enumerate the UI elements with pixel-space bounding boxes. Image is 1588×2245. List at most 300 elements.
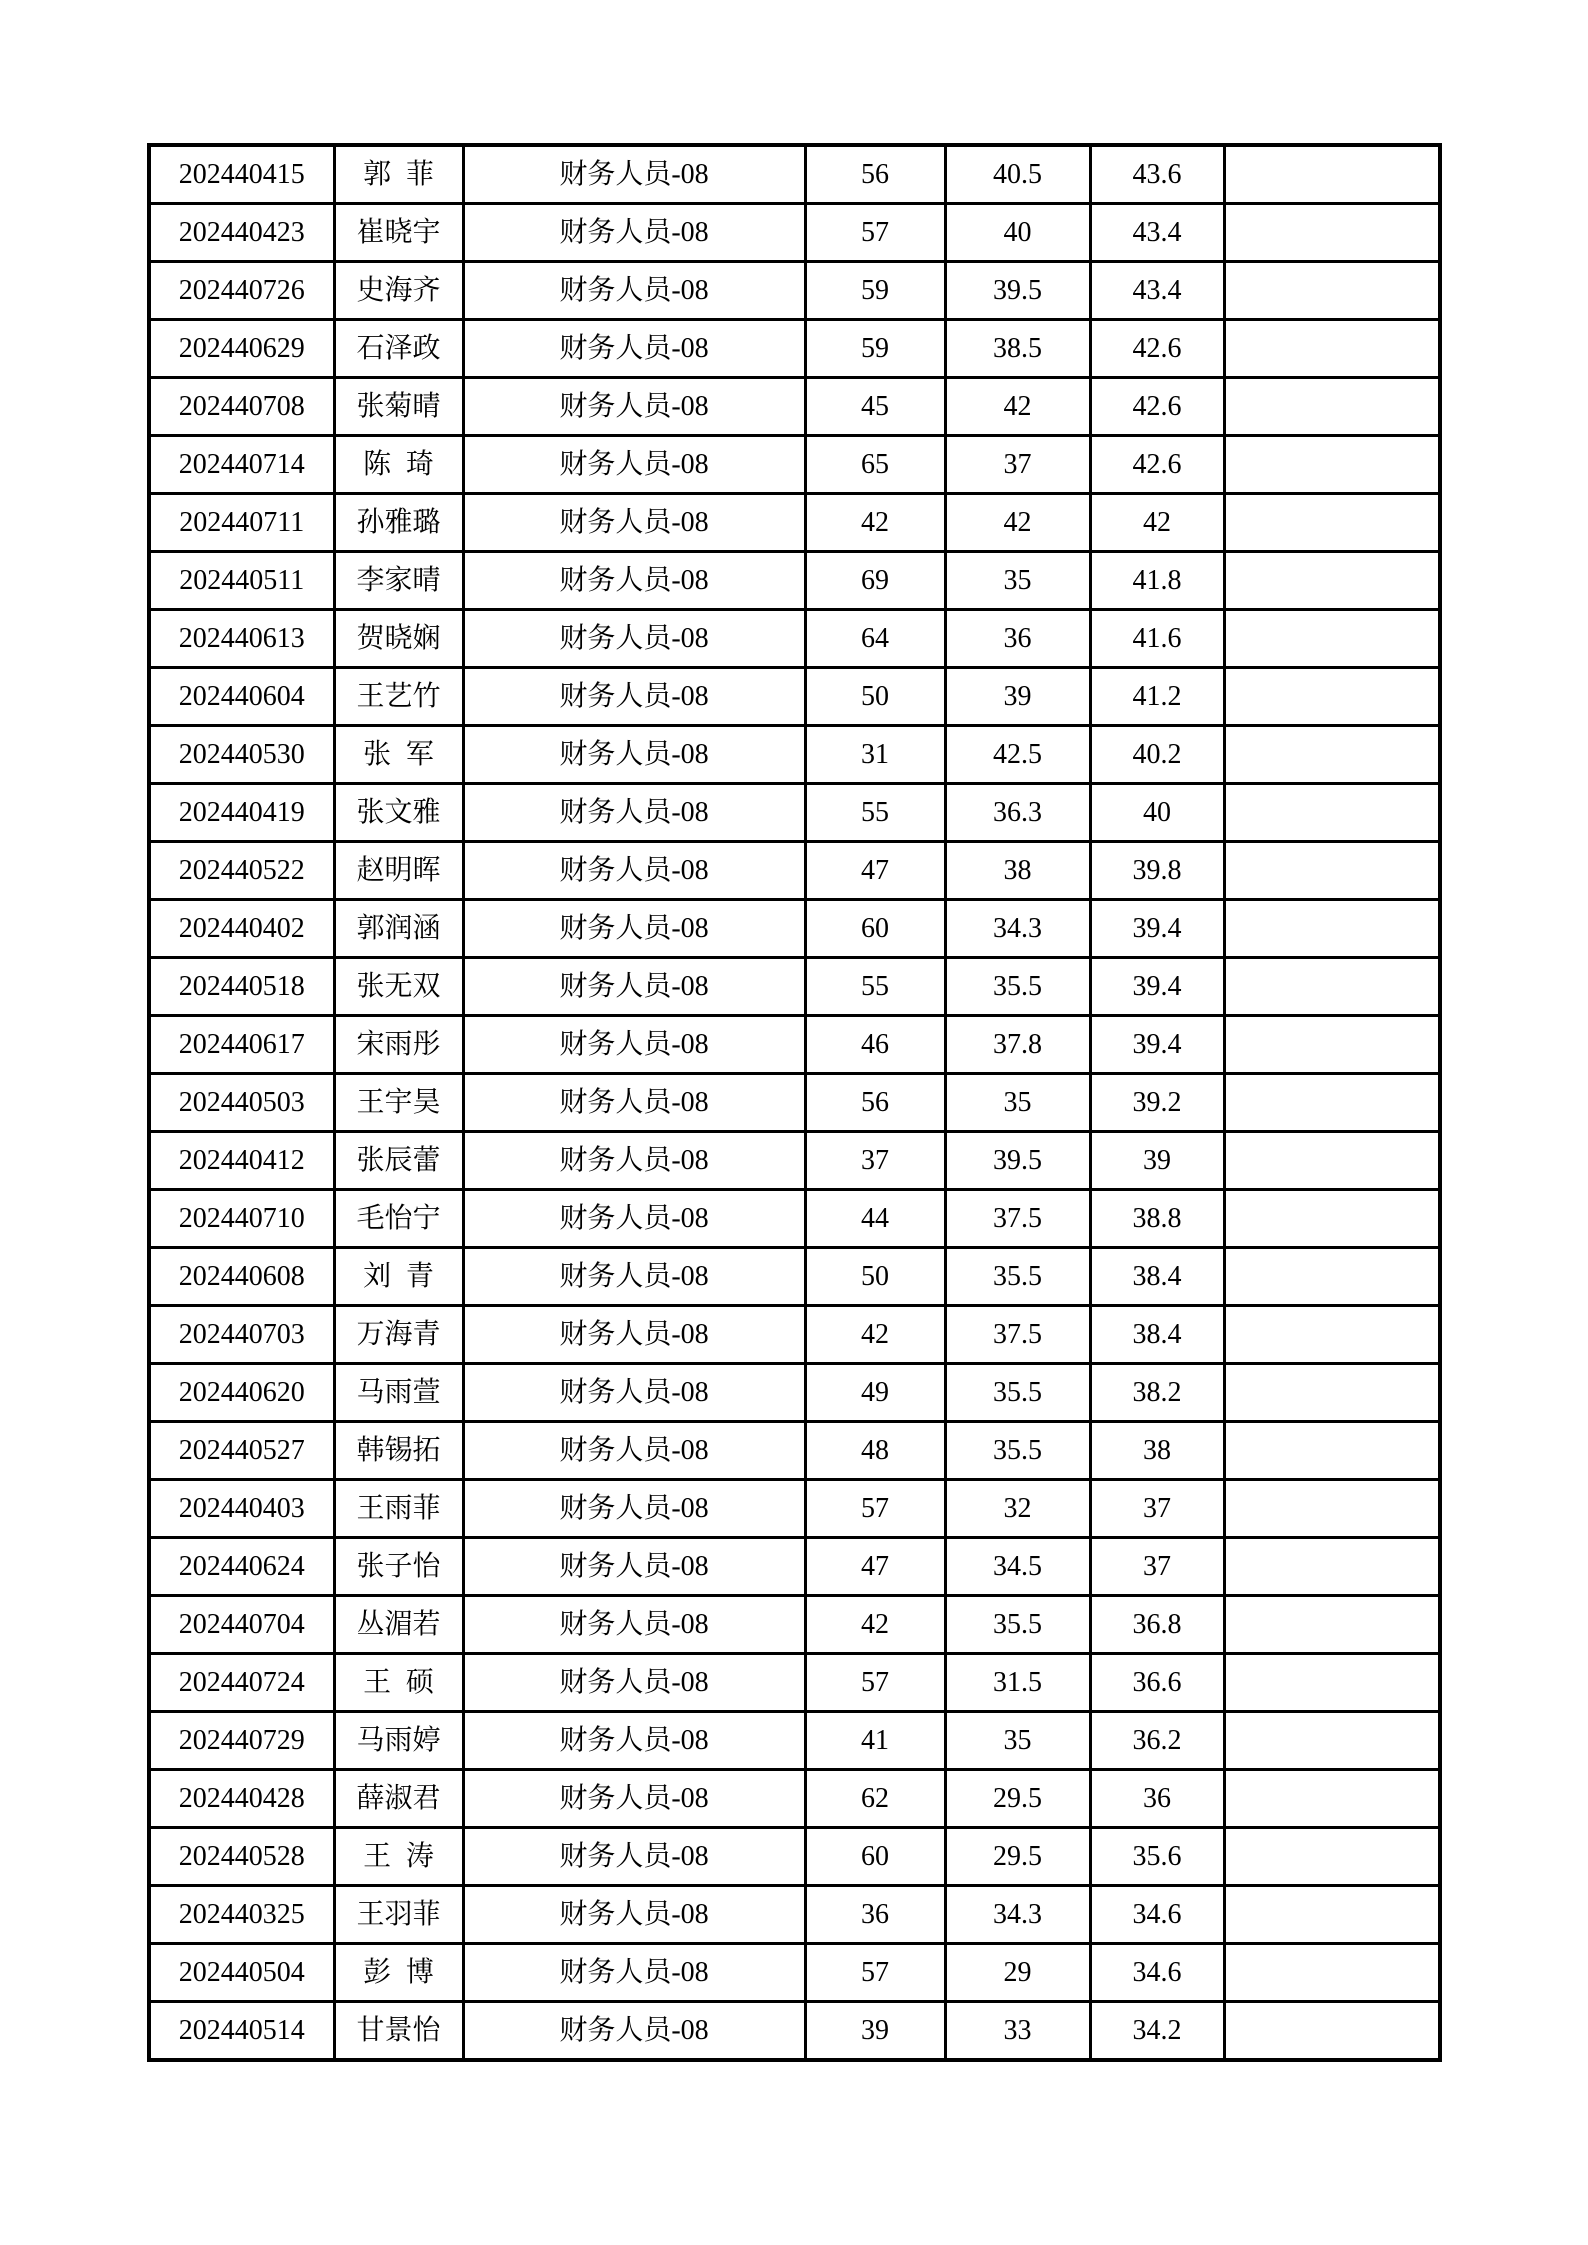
candidate-id-cell xyxy=(149,1886,334,1944)
total-score-cell-text: 37 xyxy=(1143,1492,1171,1524)
score2-cell xyxy=(945,1828,1090,1886)
total-score-cell xyxy=(1090,726,1224,784)
blank-cell xyxy=(1224,784,1440,842)
total-score-cell xyxy=(1090,1364,1224,1422)
candidate-name-cell xyxy=(334,145,463,204)
candidate-id-cell xyxy=(149,145,334,204)
score1-cell-text: 48 xyxy=(861,1434,889,1466)
position-cell xyxy=(463,900,805,958)
position-cell-text: 财务人员-08 xyxy=(559,1724,709,1756)
score1-cell xyxy=(805,378,945,436)
score-table-body xyxy=(149,145,1440,2060)
blank-cell xyxy=(1224,1538,1440,1596)
score1-cell-text: 65 xyxy=(861,448,889,480)
candidate-id-cell xyxy=(149,1596,334,1654)
score2-cell-text: 35 xyxy=(1003,564,1032,596)
total-score-cell xyxy=(1090,1074,1224,1132)
blank-cell xyxy=(1224,1074,1440,1132)
total-score-cell xyxy=(1090,610,1224,668)
total-score-cell-text: 38.4 xyxy=(1132,1318,1182,1350)
candidate-name-cell-text: 甘景怡 xyxy=(356,2014,441,2046)
position-cell xyxy=(463,1074,805,1132)
candidate-id-cell-text: 202440423 xyxy=(178,216,305,248)
candidate-name-cell-text: 陈琦 xyxy=(363,448,449,480)
score2-cell-text: 29 xyxy=(1003,1956,1032,1988)
score2-cell xyxy=(945,1016,1090,1074)
total-score-cell xyxy=(1090,1712,1224,1770)
score1-cell-text: 39 xyxy=(861,2014,889,2046)
candidate-name-cell xyxy=(334,1712,463,1770)
blank-cell xyxy=(1224,1364,1440,1422)
candidate-id-cell-text: 202440617 xyxy=(178,1028,305,1060)
candidate-id-cell xyxy=(149,1770,334,1828)
score1-cell-text: 60 xyxy=(861,912,889,944)
total-score-cell-text: 38.8 xyxy=(1132,1202,1182,1234)
candidate-name-cell-text: 李家晴 xyxy=(356,564,441,596)
candidate-id-cell xyxy=(149,1132,334,1190)
position-cell-text: 财务人员-08 xyxy=(559,1086,709,1118)
candidate-name-cell-text: 彭博 xyxy=(363,1956,449,1988)
candidate-id-cell-text: 202440708 xyxy=(178,390,305,422)
blank-cell xyxy=(1224,1248,1440,1306)
candidate-name-cell-text: 马雨萱 xyxy=(356,1376,441,1408)
score1-cell xyxy=(805,552,945,610)
table-row xyxy=(149,378,1440,436)
table-row xyxy=(149,1190,1440,1248)
candidate-id-cell xyxy=(149,552,334,610)
candidate-name-cell xyxy=(334,2002,463,2061)
candidate-name-cell-text: 崔晓宇 xyxy=(356,216,441,248)
candidate-id-cell xyxy=(149,1422,334,1480)
score2-cell xyxy=(945,1074,1090,1132)
candidate-id-cell xyxy=(149,784,334,842)
candidate-name-cell-text: 王雨菲 xyxy=(356,1492,441,1524)
blank-cell xyxy=(1224,1132,1440,1190)
score1-cell xyxy=(805,1538,945,1596)
total-score-cell xyxy=(1090,320,1224,378)
total-score-cell-text: 41.6 xyxy=(1132,622,1182,654)
score2-cell-text: 33 xyxy=(1003,2014,1032,2046)
position-cell xyxy=(463,436,805,494)
table-row xyxy=(149,1770,1440,1828)
score1-cell xyxy=(805,436,945,494)
candidate-id-cell-text: 202440503 xyxy=(178,1086,305,1118)
position-cell xyxy=(463,204,805,262)
table-row xyxy=(149,610,1440,668)
candidate-id-cell xyxy=(149,1190,334,1248)
score2-cell xyxy=(945,1712,1090,1770)
candidate-id-cell-text: 202440604 xyxy=(178,680,305,712)
candidate-name-cell xyxy=(334,958,463,1016)
candidate-name-cell xyxy=(334,726,463,784)
score2-cell xyxy=(945,2002,1090,2061)
score1-cell-text: 31 xyxy=(861,738,889,770)
score2-cell xyxy=(945,1422,1090,1480)
blank-cell xyxy=(1224,145,1440,204)
position-cell-text: 财务人员-08 xyxy=(559,158,709,190)
candidate-name-cell xyxy=(334,1480,463,1538)
score1-cell-text: 44 xyxy=(861,1202,889,1234)
position-cell-text: 财务人员-08 xyxy=(559,622,709,654)
position-cell xyxy=(463,1248,805,1306)
candidate-name-cell-text: 郭菲 xyxy=(363,158,449,190)
table-row xyxy=(149,784,1440,842)
score1-cell-text: 57 xyxy=(861,1666,889,1698)
score2-cell xyxy=(945,1770,1090,1828)
blank-cell xyxy=(1224,1016,1440,1074)
candidate-name-cell-text: 宋雨彤 xyxy=(356,1028,441,1060)
candidate-name-cell xyxy=(334,262,463,320)
table-row xyxy=(149,436,1440,494)
score2-cell-text: 42.5 xyxy=(993,738,1042,770)
position-cell xyxy=(463,262,805,320)
candidate-id-cell-text: 202440511 xyxy=(179,564,305,596)
score1-cell xyxy=(805,1712,945,1770)
score1-cell xyxy=(805,1596,945,1654)
position-cell xyxy=(463,842,805,900)
score2-cell xyxy=(945,784,1090,842)
table-row xyxy=(149,958,1440,1016)
total-score-cell-text: 40.2 xyxy=(1132,738,1182,770)
total-score-cell-text: 39 xyxy=(1143,1144,1171,1176)
position-cell xyxy=(463,958,805,1016)
score2-cell-text: 35.5 xyxy=(993,1376,1042,1408)
score2-cell xyxy=(945,1944,1090,2002)
total-score-cell-text: 36.6 xyxy=(1132,1666,1182,1698)
score1-cell-text: 42 xyxy=(861,1608,889,1640)
table-row xyxy=(149,204,1440,262)
total-score-cell-text: 39.4 xyxy=(1132,912,1182,944)
candidate-name-cell-text: 张菊晴 xyxy=(356,390,441,422)
score1-cell xyxy=(805,1828,945,1886)
score1-cell-text: 62 xyxy=(861,1782,889,1814)
candidate-name-cell-text: 张辰蕾 xyxy=(356,1144,441,1176)
candidate-id-cell-text: 202440624 xyxy=(178,1550,305,1582)
position-cell-text: 财务人员-08 xyxy=(559,332,709,364)
total-score-cell-text: 38.2 xyxy=(1132,1376,1182,1408)
total-score-cell-text: 38.4 xyxy=(1132,1260,1182,1292)
candidate-name-cell-text: 韩锡拓 xyxy=(356,1434,441,1466)
score1-cell-text: 57 xyxy=(861,216,889,248)
position-cell-text: 财务人员-08 xyxy=(559,912,709,944)
total-score-cell xyxy=(1090,436,1224,494)
score2-cell-text: 35.5 xyxy=(993,970,1042,1002)
total-score-cell-text: 43.4 xyxy=(1132,274,1182,306)
score2-cell xyxy=(945,204,1090,262)
candidate-name-cell-text: 贺晓娴 xyxy=(356,622,441,654)
total-score-cell-text: 41.8 xyxy=(1132,564,1182,596)
candidate-name-cell xyxy=(334,784,463,842)
position-cell xyxy=(463,494,805,552)
table-row xyxy=(149,1016,1440,1074)
candidate-id-cell-text: 202440527 xyxy=(178,1434,305,1466)
candidate-id-cell xyxy=(149,2002,334,2061)
candidate-id-cell-text: 202440704 xyxy=(178,1608,305,1640)
table-row xyxy=(149,900,1440,958)
candidate-name-cell xyxy=(334,436,463,494)
candidate-id-cell-text: 202440528 xyxy=(178,1840,305,1872)
position-cell xyxy=(463,320,805,378)
candidate-id-cell-text: 202440530 xyxy=(178,738,305,770)
candidate-id-cell xyxy=(149,1480,334,1538)
score1-cell xyxy=(805,145,945,204)
score1-cell-text: 49 xyxy=(861,1376,889,1408)
position-cell xyxy=(463,1364,805,1422)
total-score-cell xyxy=(1090,378,1224,436)
score1-cell-text: 37 xyxy=(861,1144,889,1176)
position-cell xyxy=(463,1016,805,1074)
position-cell-text: 财务人员-08 xyxy=(559,1898,709,1930)
blank-cell xyxy=(1224,900,1440,958)
position-cell-text: 财务人员-08 xyxy=(559,1492,709,1524)
total-score-cell-text: 39.2 xyxy=(1132,1086,1182,1118)
total-score-cell-text: 39.4 xyxy=(1132,1028,1182,1060)
position-cell-text: 财务人员-08 xyxy=(559,1550,709,1582)
candidate-name-cell-text: 郭润涵 xyxy=(356,912,441,944)
candidate-name-cell xyxy=(334,1596,463,1654)
table-row xyxy=(149,494,1440,552)
score2-cell xyxy=(945,1538,1090,1596)
candidate-id-cell xyxy=(149,494,334,552)
score2-cell-text: 35.5 xyxy=(993,1608,1042,1640)
position-cell xyxy=(463,1538,805,1596)
table-row xyxy=(149,1886,1440,1944)
score2-cell-text: 35.5 xyxy=(993,1434,1042,1466)
position-cell-text: 财务人员-08 xyxy=(559,390,709,422)
table-row xyxy=(149,320,1440,378)
position-cell-text: 财务人员-08 xyxy=(559,1782,709,1814)
candidate-name-cell-text: 石泽政 xyxy=(356,332,441,364)
position-cell-text: 财务人员-08 xyxy=(559,1318,709,1350)
position-cell-text: 财务人员-08 xyxy=(559,2014,709,2046)
total-score-cell-text: 42 xyxy=(1143,506,1171,538)
blank-cell xyxy=(1224,1770,1440,1828)
candidate-name-cell xyxy=(334,900,463,958)
score2-cell-text: 39.5 xyxy=(993,1144,1042,1176)
candidate-id-cell-text: 202440412 xyxy=(178,1144,305,1176)
candidate-name-cell-text: 王宇昊 xyxy=(356,1086,441,1118)
candidate-name-cell-text: 张无双 xyxy=(356,970,441,1002)
candidate-id-cell xyxy=(149,1074,334,1132)
score2-cell-text: 40.5 xyxy=(993,158,1042,190)
candidate-id-cell xyxy=(149,378,334,436)
total-score-cell xyxy=(1090,262,1224,320)
candidate-name-cell xyxy=(334,610,463,668)
total-score-cell xyxy=(1090,494,1224,552)
total-score-cell-text: 42.6 xyxy=(1132,448,1182,480)
position-cell-text: 财务人员-08 xyxy=(559,854,709,886)
score1-cell xyxy=(805,784,945,842)
table-row xyxy=(149,1306,1440,1364)
blank-cell xyxy=(1224,1596,1440,1654)
candidate-name-cell xyxy=(334,1016,463,1074)
candidate-id-cell-text: 202440613 xyxy=(178,622,305,654)
blank-cell xyxy=(1224,1944,1440,2002)
total-score-cell xyxy=(1090,900,1224,958)
score2-cell-text: 38.5 xyxy=(993,332,1042,364)
candidate-id-cell xyxy=(149,1538,334,1596)
total-score-cell-text: 41.2 xyxy=(1132,680,1182,712)
candidate-id-cell-text: 202440325 xyxy=(178,1898,305,1930)
candidate-id-cell-text: 202440726 xyxy=(178,274,305,306)
total-score-cell xyxy=(1090,1828,1224,1886)
position-cell-text: 财务人员-08 xyxy=(559,1434,709,1466)
total-score-cell-text: 39.8 xyxy=(1132,854,1182,886)
score2-cell xyxy=(945,1886,1090,1944)
score1-cell xyxy=(805,204,945,262)
candidate-id-cell xyxy=(149,320,334,378)
candidate-name-cell xyxy=(334,1944,463,2002)
table-row xyxy=(149,552,1440,610)
score1-cell xyxy=(805,1654,945,1712)
score1-cell xyxy=(805,1944,945,2002)
candidate-name-cell-text: 薛淑君 xyxy=(356,1782,441,1814)
score2-cell-text: 37 xyxy=(1003,448,1032,480)
score1-cell xyxy=(805,958,945,1016)
total-score-cell xyxy=(1090,842,1224,900)
total-score-cell xyxy=(1090,1770,1224,1828)
candidate-name-cell xyxy=(334,1364,463,1422)
score1-cell-text: 36 xyxy=(861,1898,889,1930)
position-cell-text: 财务人员-08 xyxy=(559,1028,709,1060)
position-cell-text: 财务人员-08 xyxy=(559,1260,709,1292)
table-row xyxy=(149,1654,1440,1712)
candidate-id-cell xyxy=(149,204,334,262)
score1-cell xyxy=(805,1248,945,1306)
position-cell xyxy=(463,1770,805,1828)
score1-cell-text: 50 xyxy=(861,680,889,712)
blank-cell xyxy=(1224,552,1440,610)
total-score-cell xyxy=(1090,784,1224,842)
candidate-name-cell xyxy=(334,1306,463,1364)
table-row xyxy=(149,2002,1440,2061)
candidate-name-cell-text: 王艺竹 xyxy=(356,680,441,712)
score2-cell-text: 36.3 xyxy=(993,796,1042,828)
total-score-cell xyxy=(1090,2002,1224,2061)
total-score-cell-text: 42.6 xyxy=(1132,332,1182,364)
score2-cell-text: 42 xyxy=(1003,390,1032,422)
candidate-name-cell xyxy=(334,1190,463,1248)
candidate-name-cell xyxy=(334,320,463,378)
position-cell-text: 财务人员-08 xyxy=(559,970,709,1002)
position-cell-text: 财务人员-08 xyxy=(559,1840,709,1872)
score2-cell xyxy=(945,1480,1090,1538)
blank-cell xyxy=(1224,958,1440,1016)
candidate-id-cell-text: 202440710 xyxy=(178,1202,305,1234)
candidate-name-cell-text: 王涛 xyxy=(363,1840,449,1872)
candidate-id-cell xyxy=(149,1364,334,1422)
candidate-name-cell xyxy=(334,842,463,900)
score1-cell-text: 57 xyxy=(861,1492,889,1524)
position-cell xyxy=(463,552,805,610)
score2-cell-text: 39.5 xyxy=(993,274,1042,306)
score1-cell xyxy=(805,1190,945,1248)
score1-cell-text: 46 xyxy=(861,1028,889,1060)
score2-cell xyxy=(945,436,1090,494)
score1-cell-text: 69 xyxy=(861,564,889,596)
candidate-id-cell xyxy=(149,1248,334,1306)
score2-cell xyxy=(945,494,1090,552)
score2-cell-text: 37.5 xyxy=(993,1318,1042,1350)
score1-cell-text: 57 xyxy=(861,1956,889,1988)
score2-cell-text: 37.5 xyxy=(993,1202,1042,1234)
position-cell-text: 财务人员-08 xyxy=(559,1202,709,1234)
score2-cell xyxy=(945,1596,1090,1654)
position-cell-text: 财务人员-08 xyxy=(559,1144,709,1176)
score2-cell-text: 35 xyxy=(1003,1086,1032,1118)
score2-cell xyxy=(945,900,1090,958)
position-cell xyxy=(463,1422,805,1480)
candidate-id-cell-text: 202440729 xyxy=(178,1724,305,1756)
table-row xyxy=(149,262,1440,320)
score2-cell xyxy=(945,726,1090,784)
score1-cell-text: 42 xyxy=(861,506,889,538)
candidate-name-cell xyxy=(334,1654,463,1712)
table-row xyxy=(149,1480,1440,1538)
position-cell xyxy=(463,1596,805,1654)
score1-cell xyxy=(805,1480,945,1538)
candidate-name-cell-text: 马雨婷 xyxy=(356,1724,441,1756)
candidate-id-cell xyxy=(149,610,334,668)
candidate-id-cell-text: 202440518 xyxy=(178,970,305,1002)
blank-cell xyxy=(1224,1480,1440,1538)
position-cell-text: 财务人员-08 xyxy=(559,274,709,306)
total-score-cell xyxy=(1090,204,1224,262)
blank-cell xyxy=(1224,1306,1440,1364)
candidate-name-cell xyxy=(334,1886,463,1944)
total-score-cell-text: 35.6 xyxy=(1132,1840,1182,1872)
position-cell xyxy=(463,1480,805,1538)
score1-cell-text: 56 xyxy=(861,158,889,190)
position-cell xyxy=(463,1712,805,1770)
position-cell xyxy=(463,1132,805,1190)
candidate-name-cell xyxy=(334,668,463,726)
table-row xyxy=(149,1248,1440,1306)
score2-cell xyxy=(945,1306,1090,1364)
candidate-id-cell xyxy=(149,900,334,958)
candidate-id-cell-text: 202440522 xyxy=(178,854,305,886)
table-row xyxy=(149,1712,1440,1770)
candidate-name-cell xyxy=(334,1132,463,1190)
total-score-cell xyxy=(1090,1886,1224,1944)
score1-cell-text: 47 xyxy=(861,1550,889,1582)
total-score-cell xyxy=(1090,1944,1224,2002)
position-cell xyxy=(463,1886,805,1944)
blank-cell xyxy=(1224,1712,1440,1770)
total-score-cell xyxy=(1090,145,1224,204)
candidate-id-cell xyxy=(149,1016,334,1074)
table-row xyxy=(149,1074,1440,1132)
table-row xyxy=(149,1944,1440,2002)
score1-cell-text: 41 xyxy=(861,1724,889,1756)
candidate-id-cell xyxy=(149,1654,334,1712)
score1-cell xyxy=(805,2002,945,2061)
blank-cell xyxy=(1224,726,1440,784)
score1-cell-text: 56 xyxy=(861,1086,889,1118)
score1-cell xyxy=(805,1074,945,1132)
candidate-name-cell-text: 赵明晖 xyxy=(356,854,441,886)
position-cell-text: 财务人员-08 xyxy=(559,448,709,480)
position-cell xyxy=(463,1306,805,1364)
total-score-cell xyxy=(1090,1654,1224,1712)
score2-cell-text: 34.3 xyxy=(993,912,1042,944)
candidate-name-cell-text: 张子怡 xyxy=(356,1550,441,1582)
total-score-cell xyxy=(1090,958,1224,1016)
candidate-name-cell xyxy=(334,1422,463,1480)
total-score-cell xyxy=(1090,1422,1224,1480)
total-score-cell-text: 43.6 xyxy=(1132,158,1182,190)
total-score-cell xyxy=(1090,1538,1224,1596)
